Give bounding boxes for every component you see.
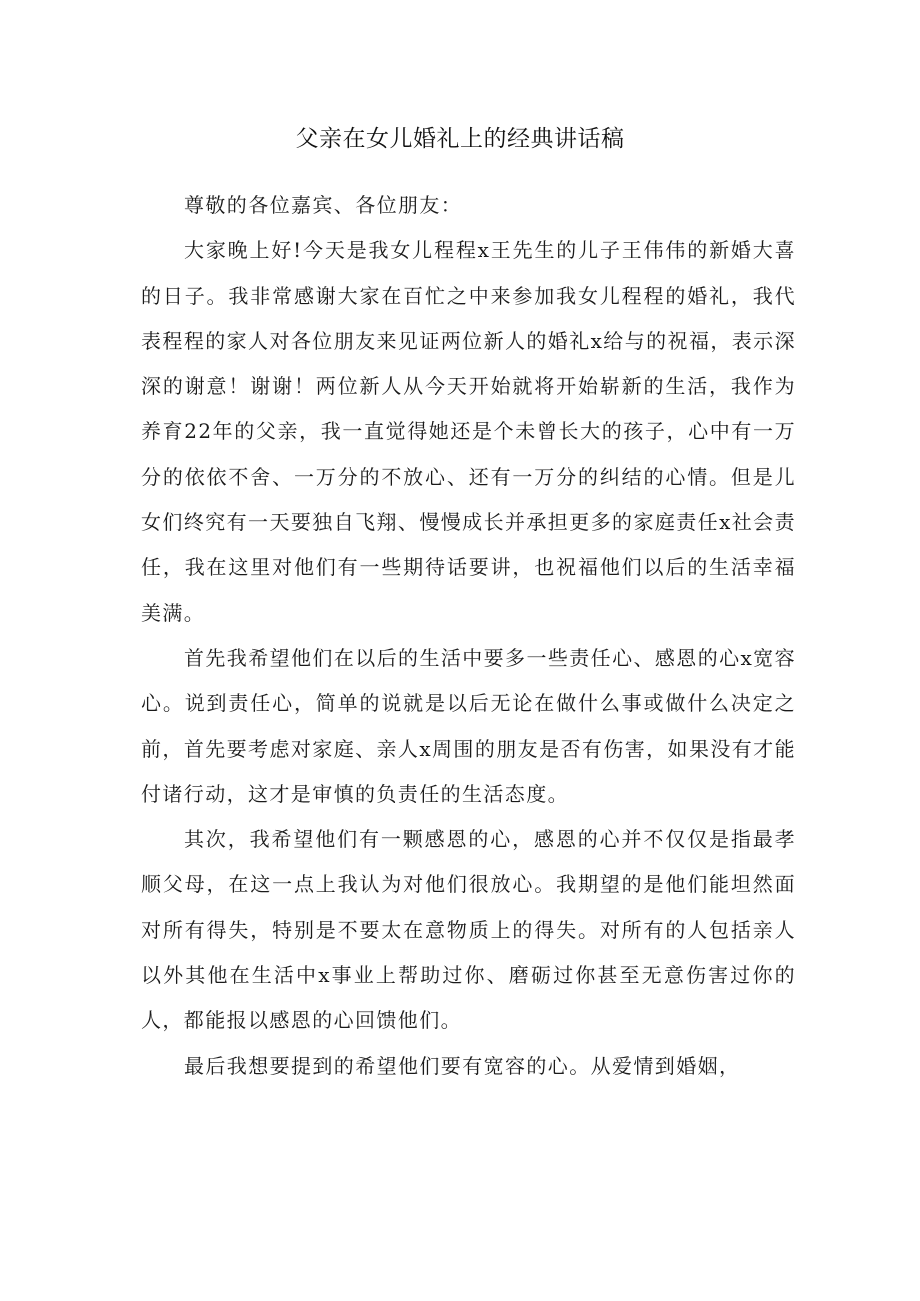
- tolerance-paragraph: 最后我想要提到的希望他们要有宽容的心。从爱情到婚姻，: [184, 1053, 741, 1078]
- gratitude-paragraph: 其次，我希望他们有一颗感恩的心，感恩的心并不仅仅是指最孝顺父母，在这一点上我认为对他们很放心。我期望的是他们能坦然面对所有得失，特别是不要太在意物质上的得失。对所有的人包括亲人以外其他在生活中x事业上帮助过你、磨砺过你甚至无意伤害过你的人，都能报以感恩的心回馈他们。: [141, 827, 796, 1033]
- responsibility-paragraph: 首先我希望他们在以后的生活中要多一些责任心、感恩的心x宽容心。说到责任心，简单的说就是以后无论在做什么事或做什么决定之前，首先要考虑对家庭、亲人x周围的朋友是否有伤害，如果没有才能付诸行动，这才是审慎的负责任的生活态度。: [141, 645, 796, 806]
- salutation-paragraph: 尊敬的各位嘉宾、各位朋友：: [184, 193, 463, 217]
- document-title: 父亲在女儿婚礼上的经典讲话稿: [295, 126, 625, 152]
- opening-paragraph: 大家晚上好!今天是我女儿程程x王先生的儿子王伟伟的新婚大喜的日子。我非常感谢大家在百忙之中来参加我女儿程程的婚礼，我代表程程的家人对各位朋友来见证两位新人的婚礼x给与的祝福，表示深深的谢意！谢谢！两位新人从今天开始就将开始崭新的生活，我作为养育22年的父亲，我一直觉得她还是个未曾长大的孩子，心中有一万分的依依不舍、一万分的不放心、还有一万分的纠结的心情。但是儿女们终究有一天要独自飞翔、慢慢成长并承担更多的家庭责任x社会责任，我在这里对他们有一些期待话要讲，也祝福他们以后的生活幸福美满。: [141, 238, 796, 625]
- document-body: [141, 183, 796, 1089]
